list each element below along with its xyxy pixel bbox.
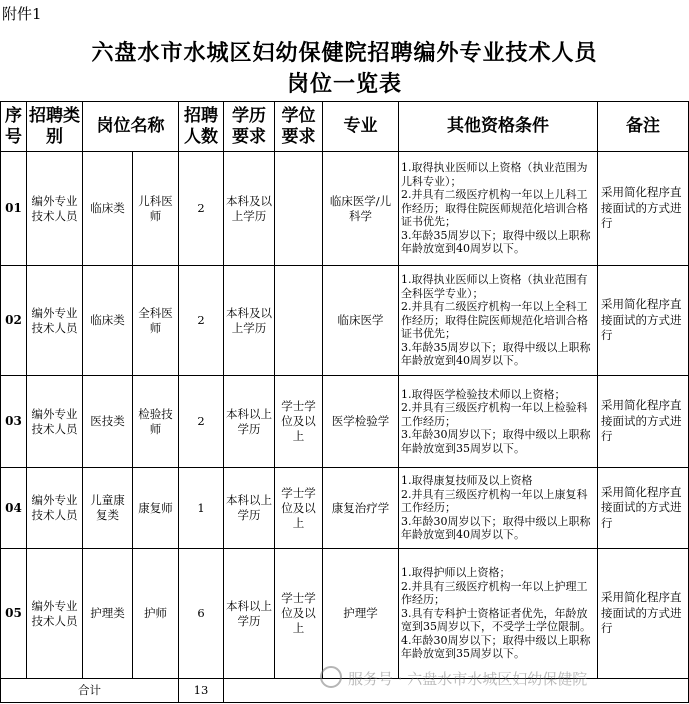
position-name-cell: 全科医师 — [133, 266, 179, 376]
seq-cell: 02 — [1, 266, 27, 376]
page-title: 六盘水市水城区妇幼保健院招聘编外专业技术人员 — [91, 40, 598, 66]
category-cell: 编外专业技术人员 — [27, 152, 83, 266]
condition-item: 2.并具有二级医疗机构一年以上儿科工作经历；取得住院医师规范化培训合格证书优先； — [401, 188, 588, 229]
degree-cell — [275, 266, 323, 376]
header-degree: 学位要求 — [275, 102, 323, 152]
condition-item: 3.年龄35周岁以下；取得中级以上职称年龄放宽到40周岁以下。 — [401, 228, 591, 256]
position-type-cell: 临床类 — [83, 152, 133, 266]
condition-item: 1.取得执业医师以上资格（执业范围为儿科专业）； — [401, 160, 588, 188]
header-major: 专业 — [323, 102, 399, 152]
major-cell: 护理学 — [323, 549, 399, 679]
position-type-cell: 医技类 — [83, 376, 133, 468]
seq-cell: 01 — [1, 152, 27, 266]
condition-item: 2.并具有三级医疗机构一年以上检验科工作经历； — [401, 401, 588, 428]
category-cell: 编外专业技术人员 — [27, 468, 83, 549]
major-cell: 临床医学 — [323, 266, 399, 376]
header-conditions: 其他资格条件 — [399, 102, 598, 152]
seq-cell: 04 — [1, 468, 27, 549]
note-cell: 采用简化程序直接面试的方式进行 — [598, 468, 689, 549]
education-cell: 本科以上学历 — [224, 468, 275, 549]
education-cell: 本科以上学历 — [224, 549, 275, 679]
condition-item: 3.年龄30周岁以下；取得中级以上职称年龄放宽到40周岁以下。 — [401, 514, 591, 542]
conditions-cell — [399, 468, 598, 549]
position-name-cell: 儿科医师 — [133, 152, 179, 266]
watermark — [320, 666, 587, 689]
condition-item: 2.并具有三级医疗机构一年以上护理工作经历； — [401, 579, 588, 607]
wechat-service-icon — [320, 666, 342, 688]
condition-item: 1.取得护师以上资格； — [401, 565, 511, 579]
header-row — [1, 102, 689, 152]
degree-cell: 学士学位及以上 — [275, 468, 323, 549]
condition-item: 3.具有专科护士资格证者优先，年龄放宽到35周岁以下，不受学士学位限制。 — [401, 606, 591, 634]
total-count: 13 — [179, 679, 224, 703]
condition-item: 1.取得执业医师以上资格（执业范围有全科医学专业）； — [401, 272, 588, 300]
position-name-cell: 康复师 — [133, 468, 179, 549]
position-type-cell: 临床类 — [83, 266, 133, 376]
header-position: 岗位名称 — [83, 102, 179, 152]
category-cell: 编外专业技术人员 — [27, 376, 83, 468]
seq-cell: 03 — [1, 376, 27, 468]
degree-cell — [275, 152, 323, 266]
count-cell: 1 — [179, 468, 224, 549]
major-cell: 临床医学/儿科学 — [323, 152, 399, 266]
condition-item: 1.取得康复技师及以上资格 — [401, 474, 533, 488]
total-label: 合计 — [1, 679, 179, 703]
header-count: 招聘人数 — [179, 102, 224, 152]
count-cell: 2 — [179, 266, 224, 376]
note-cell: 采用简化程序直接面试的方式进行 — [598, 376, 689, 468]
table-row — [1, 549, 689, 679]
table-row — [1, 376, 689, 468]
category-cell: 编外专业技术人员 — [27, 549, 83, 679]
note-cell: 采用简化程序直接面试的方式进行 — [598, 266, 689, 376]
education-cell: 本科及以上学历 — [224, 266, 275, 376]
count-cell: 6 — [179, 549, 224, 679]
header-seq: 序号 — [1, 102, 27, 152]
header-note: 备注 — [598, 102, 689, 152]
page-subtitle: 岗位一览表 — [286, 71, 402, 97]
position-type-cell: 儿童康复类 — [83, 468, 133, 549]
watermark-text: 服务号 · 六盘水市水城区妇幼保健院 — [348, 670, 588, 688]
major-cell: 康复治疗学 — [323, 468, 399, 549]
condition-item: 1.取得医学检验技术师以上资格； — [401, 387, 566, 401]
condition-item: 3.年龄30周岁以下；取得中级以上职称年龄放宽到35周岁以下。 — [401, 428, 591, 455]
condition-item: 2.并具有三级医疗机构一年以上康复科工作经历； — [401, 487, 588, 515]
major-cell: 医学检验学 — [323, 376, 399, 468]
header-category: 招聘类别 — [27, 102, 83, 152]
header-education: 学历要求 — [224, 102, 275, 152]
note-cell: 采用简化程序直接面试的方式进行 — [598, 152, 689, 266]
count-cell: 2 — [179, 376, 224, 468]
seq-cell: 05 — [1, 549, 27, 679]
table-row — [1, 152, 689, 266]
condition-item: 4.年龄30周岁以下；取得中级以上职称年龄放宽到35周岁以下。 — [401, 633, 591, 661]
count-cell: 2 — [179, 152, 224, 266]
position-table — [0, 101, 689, 703]
education-cell: 本科以上学历 — [224, 376, 275, 468]
degree-cell: 学士学位及以上 — [275, 376, 323, 468]
table-row — [1, 468, 689, 549]
conditions-cell — [399, 266, 598, 376]
category-cell: 编外专业技术人员 — [27, 266, 83, 376]
conditions-cell — [399, 376, 598, 468]
conditions-cell — [399, 152, 598, 266]
position-name-cell: 护师 — [133, 549, 179, 679]
note-cell: 采用简化程序直接面试的方式进行 — [598, 549, 689, 679]
table-row — [1, 266, 689, 376]
attachment-label: 附件1 — [2, 5, 42, 23]
education-cell: 本科及以上学历 — [224, 152, 275, 266]
condition-item: 2.并具有二级医疗机构一年以上全科工作经历；取得住院医师规范化培训合格证书优先； — [401, 300, 588, 341]
position-name-cell: 检验技师 — [133, 376, 179, 468]
position-type-cell: 护理类 — [83, 549, 133, 679]
condition-item: 3.年龄35周岁以下；取得中级以上职称年龄放宽到40周岁以下。 — [401, 340, 591, 368]
conditions-cell — [399, 549, 598, 679]
degree-cell: 学士学位及以上 — [275, 549, 323, 679]
